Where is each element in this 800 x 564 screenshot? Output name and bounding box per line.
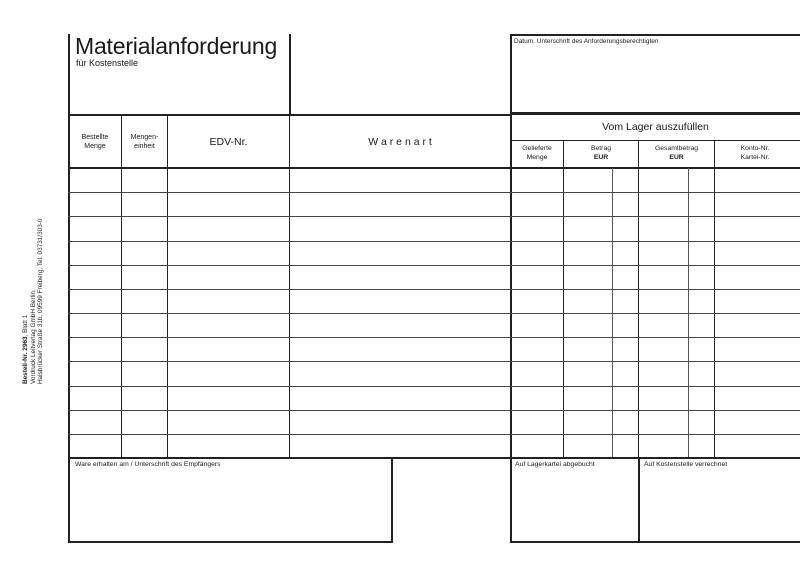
column-line-unit: [167, 115, 168, 459]
column-header-edv: EDV-Nr.: [209, 136, 248, 148]
table-row-line: [68, 289, 800, 290]
column-line-total: [714, 140, 715, 459]
column-header-delivered-qty-line1: Gelieferte: [522, 145, 552, 152]
column-line-edv: [289, 115, 290, 459]
header-title-divider: [289, 34, 291, 114]
table-row-line: [68, 434, 800, 435]
received-field-label: Ware erhalten am / Unterschrift des Empfängers: [75, 461, 221, 468]
column-header-account: [715, 145, 795, 162]
column-header-warehouse-group: Vom Lager auszufüllen: [602, 121, 709, 133]
column-header-total: [639, 145, 714, 162]
table-row-line: [68, 337, 800, 338]
imprint-publisher: Vordruck Leitverlag GmbH Berlin,: [29, 289, 37, 384]
table-row-line: [68, 410, 800, 411]
charged-field-label: Auf Kostenstelle verrechnet: [644, 461, 728, 468]
column-header-total-currency: EUR: [669, 153, 684, 161]
table-row-line: [68, 361, 800, 362]
column-header-amount-currency: EUR: [593, 153, 609, 161]
table-row-line: [68, 216, 800, 217]
footer-right-bottom-border: [510, 541, 800, 543]
imprint-address: Halsbrücker Straße 31b, 09599 Freiberg, Tel. 03731/303-0: [37, 218, 45, 384]
header-signature-left-border: [510, 34, 512, 114]
column-header-unit: [122, 134, 167, 151]
column-line-left: [68, 115, 70, 459]
form-title: Materialanforderung: [75, 33, 278, 59]
column-header-unit-line2: einheit: [134, 142, 155, 150]
footer-left-border: [68, 457, 70, 543]
column-header-account-line1: Konto-Nr.: [740, 145, 770, 152]
signature-field-label: Datum, Unterschrift des Anforderungsberechtigten: [514, 38, 659, 45]
table-row-line: [68, 386, 800, 387]
imprint-order-number: Bestell-Nr. 2963: [22, 336, 29, 384]
header-left-border: [68, 34, 70, 114]
header-thick-rule: [510, 112, 800, 115]
column-line-goods: [510, 115, 512, 459]
footer-received-bottom-border: [68, 541, 393, 543]
warehouse-subheader-rule: [510, 140, 800, 141]
table-row-line: [68, 313, 800, 314]
column-line-amount: [638, 140, 639, 459]
table-row-line: [68, 265, 800, 266]
column-header-amount-line1: Betrag: [590, 145, 612, 152]
column-line-delivered: [563, 140, 564, 459]
column-header-goods: W a r e n a r t: [368, 136, 432, 148]
column-header-delivered-qty-line2: Menge: [526, 153, 548, 161]
header-signature-top-border: [510, 34, 800, 36]
column-header-amount: [564, 145, 638, 162]
publisher-imprint: [22, 124, 45, 384]
column-header-delivered-qty: [511, 145, 563, 162]
footer-booked-right-border: [638, 457, 640, 543]
imprint-line-order: Bestell-Nr. 2963, Blatt 1: [22, 314, 29, 384]
footer-received-right-border: [391, 457, 393, 543]
table-row-line: [68, 241, 800, 242]
imprint-sheet: Blatt 1: [22, 314, 29, 333]
table-bottom-rule: [68, 457, 800, 459]
column-header-unit-line1: Mengen-: [130, 134, 159, 141]
column-line-qty: [121, 115, 122, 459]
column-header-ordered-qty: [69, 134, 121, 151]
form-subtitle: für Kostenstelle: [76, 58, 139, 68]
footer-booked-left-border: [510, 457, 512, 543]
column-header-bottom-rule: [68, 167, 800, 169]
table-row-line: [68, 192, 800, 193]
column-header-ordered-qty-line1: Bestellte: [81, 134, 109, 141]
column-header-account-line2: Kartei-Nr.: [740, 153, 770, 161]
column-header-ordered-qty-line2: Menge: [84, 142, 106, 150]
booked-field-label: Auf Lagerkartei abgebucht: [515, 461, 595, 468]
column-header-total-line1: Gesamtbetrag: [654, 145, 699, 152]
